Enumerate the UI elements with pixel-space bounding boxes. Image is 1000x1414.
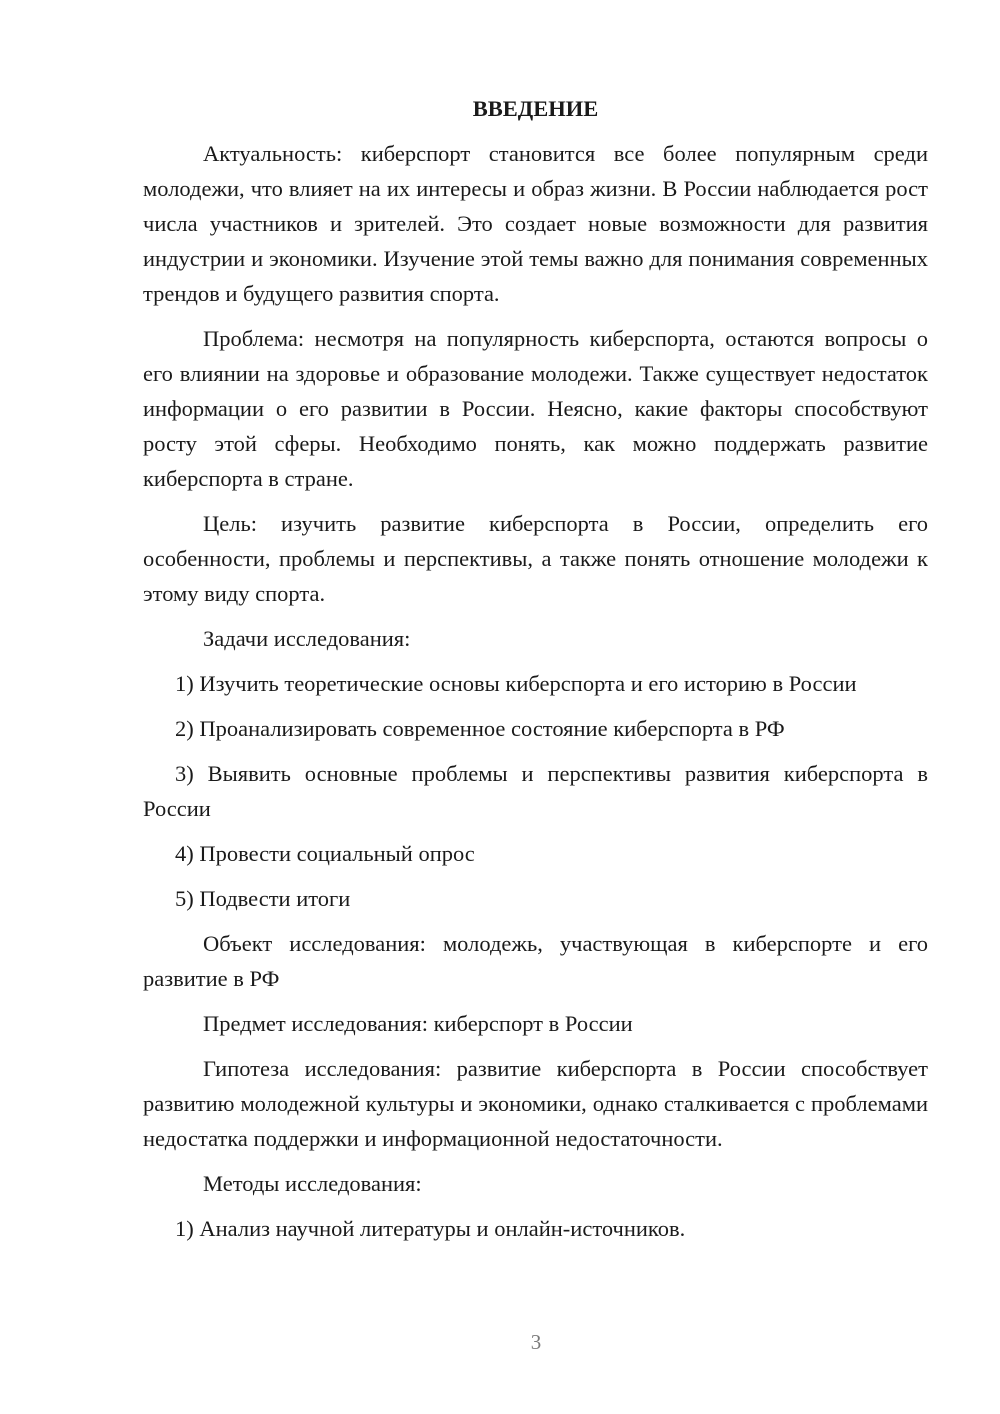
paragraph-goal: Цель: изучить развитие киберспорта в России, определить его особенности, проблемы и перспективы, а также понять отношение молодежи к этому виду спорта. xyxy=(143,511,928,606)
method-item: 1) Анализ научной литературы и онлайн-источников. xyxy=(175,1216,686,1241)
task-item: 1) Изучить теоретические основы киберспорта и его историю в России xyxy=(175,671,857,696)
task-item: 4) Провести социальный опрос xyxy=(175,841,475,866)
document-page xyxy=(143,90,928,1256)
page-title: ВВЕДЕНИЕ xyxy=(472,96,599,121)
paragraph-hypothesis: Гипотеза исследования: развитие киберспорта в России способствует развитию молодежной культуры и экономики, однако сталкивается с проблемами недостатка поддержки и информационной недостаточности. xyxy=(143,1056,928,1151)
paragraph-subject: Предмет исследования: киберспорт в России xyxy=(203,1011,633,1036)
paragraph-relevance: Актуальность: киберспорт становится все более популярным среди молодежи, что влияет на их интересы и образ жизни. В России наблюдается рост числа участников и зрителей. Это создает новые возможности для развития индустрии и экономики. Изучение этой темы важно для понимания современных трендов и будущего развития спорта. xyxy=(143,141,928,306)
paragraph-problem: Проблема: несмотря на популярность киберспорта, остаются вопросы о его влиянии на здоровье и образование молодежи. Также существует недостаток информации о его развитии в России. Неясно, какие факторы способствуют росту этой сферы. Необходимо понять, как можно поддержать развитие киберспорта в стране. xyxy=(143,326,928,491)
methods-label: Методы исследования: xyxy=(203,1171,422,1196)
task-item: 5) Подвести итоги xyxy=(175,886,351,911)
tasks-label: Задачи исследования: xyxy=(203,626,411,651)
task-item: 2) Проанализировать современное состояние киберспорта в РФ xyxy=(175,716,785,741)
paragraph-object: Объект исследования: молодежь, участвующая в киберспорте и его развитие в РФ xyxy=(143,931,928,991)
page-number: 3 xyxy=(530,1330,542,1354)
task-item: 3) Выявить основные проблемы и перспективы развития киберспорта в России xyxy=(143,761,928,821)
